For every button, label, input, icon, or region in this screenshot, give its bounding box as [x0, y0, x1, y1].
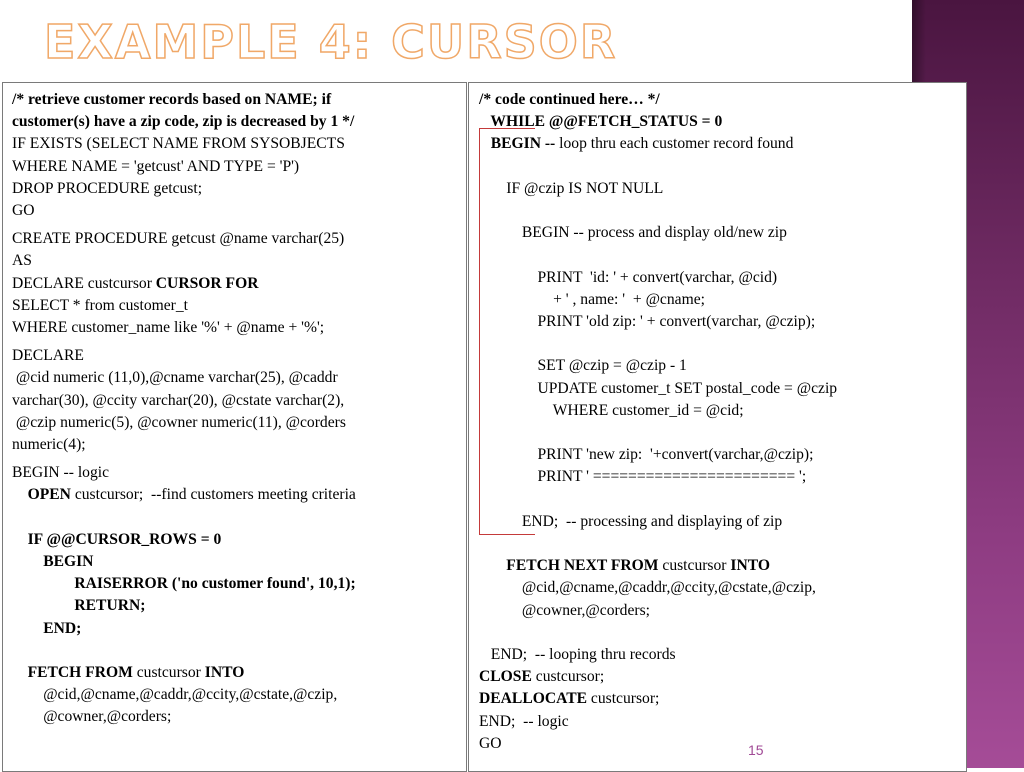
code-line: WHERE customer_id = @cid;	[479, 401, 744, 419]
code-line: IF @czip IS NOT NULL	[479, 179, 664, 197]
code-line: WHERE NAME = 'getcust' AND TYPE = 'P')	[12, 157, 300, 175]
code-indent	[12, 486, 28, 503]
code-keyword: CLOSE	[479, 668, 532, 686]
code-line: @cowner,@corders;	[479, 601, 650, 619]
code-keyword: DEALLOCATE	[479, 690, 588, 708]
code-keyword: FETCH NEXT FROM	[506, 557, 659, 575]
code-keyword-line: END;	[12, 619, 82, 637]
code-line: UPDATE customer_t SET postal_code = @czip	[479, 379, 838, 397]
code-line: @cid numeric (11,0),@cname varchar(25), @caddr	[12, 369, 338, 387]
code-comment-line: /* code continued here… */	[479, 91, 660, 108]
code-line: END; -- processing and displaying of zip	[479, 512, 783, 530]
code-line: AS	[12, 252, 32, 270]
code-line: GO	[479, 734, 502, 752]
code-line: loop thru each customer record found	[555, 135, 794, 153]
code-line: SELECT * from customer_t	[12, 296, 188, 314]
code-line: varchar(30), @ccity varchar(20), @cstate varchar(2),	[12, 391, 345, 409]
code-keyword-line: RETURN;	[12, 597, 146, 615]
code-line: PRINT ' ======================= ';	[479, 468, 807, 486]
code-line: BEGIN -- logic	[12, 464, 110, 482]
code-comment-line: /* retrieve customer records based on NAME; if	[12, 91, 332, 108]
code-line: SET @czip = @czip - 1	[479, 357, 687, 375]
code-line: END; -- looping thru records	[479, 646, 676, 664]
code-comment-line: customer(s) have a zip code, zip is decreased by 1 */	[12, 113, 355, 131]
code-line: @cid,@cname,@caddr,@ccity,@cstate,@czip,	[479, 579, 816, 597]
code-line: GO	[12, 202, 35, 220]
code-line: custcursor;	[587, 690, 660, 708]
code-line: PRINT 'id: ' + convert(varchar, @cid)	[479, 268, 778, 286]
code-line: IF EXISTS (SELECT NAME FROM SYSOBJECTS	[12, 135, 345, 153]
code-line: @cowner,@corders;	[12, 708, 172, 726]
right-code-panel	[468, 82, 967, 772]
code-line: numeric(4);	[12, 436, 86, 454]
code-line: + ' , name: ' + @cname;	[479, 290, 705, 308]
code-line: custcursor	[132, 664, 205, 682]
left-code-panel	[2, 82, 467, 772]
code-indent	[12, 664, 28, 681]
code-keyword-line: WHILE @@FETCH_STATUS = 0	[479, 113, 723, 131]
code-line: BEGIN -- process and display old/new zip	[479, 224, 787, 242]
code-line: @cid,@cname,@caddr,@ccity,@cstate,@czip,	[12, 686, 338, 704]
code-keyword: OPEN	[27, 486, 71, 504]
code-line: CREATE PROCEDURE getcust @name varchar(25)	[12, 230, 345, 248]
code-keyword: BEGIN --	[490, 135, 556, 153]
code-keyword-line: IF @@CURSOR_ROWS = 0	[12, 530, 222, 548]
code-keyword: INTO	[730, 557, 770, 575]
code-keyword-line: BEGIN	[12, 553, 94, 571]
code-line: custcursor; --find customers meeting criteria	[70, 486, 356, 504]
code-line: PRINT 'new zip: '+convert(varchar,@czip);	[479, 446, 814, 464]
code-line: PRINT 'old zip: ' + convert(varchar, @czip);	[479, 313, 816, 331]
code-line: custcursor;	[531, 668, 605, 686]
code-keyword: FETCH FROM	[27, 664, 133, 682]
code-keyword-line: RAISERROR ('no customer found', 10,1);	[12, 575, 356, 593]
code-line: DECLARE	[12, 347, 84, 365]
loop-bracket-marker	[479, 128, 535, 535]
slide-title: EXAMPLE 4: CURSOR	[44, 15, 618, 69]
code-indent	[479, 557, 506, 574]
code-line: DECLARE custcursor	[12, 274, 156, 292]
code-keyword: INTO	[204, 664, 245, 682]
code-keyword: CURSOR FOR	[155, 274, 259, 292]
code-line: custcursor	[658, 557, 731, 575]
code-line: WHERE customer_name like '%' + @name + '%';	[12, 319, 325, 337]
code-line: END; -- logic	[479, 712, 569, 730]
left-code-block	[12, 89, 356, 729]
page-number: 15	[748, 742, 764, 758]
code-line: DROP PROCEDURE getcust;	[12, 179, 203, 197]
code-line: @czip numeric(5), @cowner numeric(11), @corders	[12, 413, 346, 431]
